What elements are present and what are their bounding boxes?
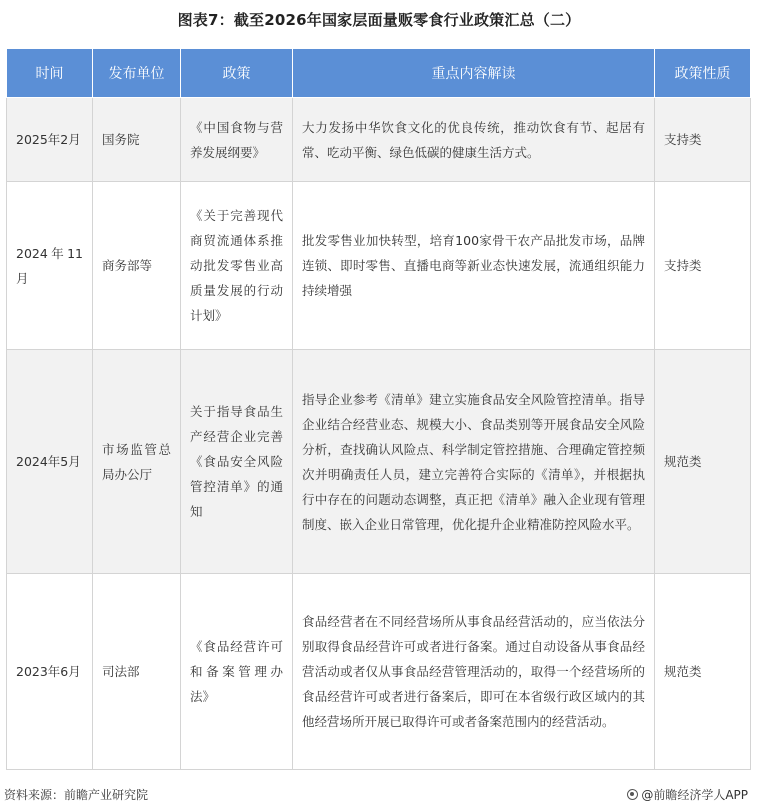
cell-issuer: 市场监管总局办公厅 <box>93 350 181 574</box>
cell-type: 支持类 <box>655 182 751 350</box>
cell-type: 规范类 <box>655 574 751 770</box>
table-row <box>7 98 751 182</box>
cell-policy: 《食品经营许可和备案管理办法》 <box>181 574 293 770</box>
brand-credit <box>627 786 748 803</box>
cell-policy: 《关于完善现代商贸流通体系推动批发零售业高质量发展的行动计划》 <box>181 182 293 350</box>
header-time: 时间 <box>7 49 93 98</box>
cell-issuer: 国务院 <box>93 98 181 182</box>
cell-type: 支持类 <box>655 98 751 182</box>
cell-issuer: 司法部 <box>93 574 181 770</box>
cell-time: 2023年6月 <box>7 574 93 770</box>
cell-content: 指导企业参考《清单》建立实施食品安全风险管控清单。指导企业结合经营业态、规模大小、食品类别等开展食品安全风险分析，查找确认风险点、科学制定管控措施、合理确定管控频次并明确责任人员，建立完善符合实际的《清单》，并根据执行中存在的问题动态调整，真正把《清单》融入企业现有管理制度、嵌入企业日常管理，优化提升企业精准防控风险水平。 <box>293 350 655 574</box>
cell-content: 批发零售业加快转型，培育100家骨干农产品批发市场，品牌连锁、即时零售、直播电商等新业态快速发展，流通组织能力持续增强 <box>293 182 655 350</box>
header-content: 重点内容解读 <box>293 49 655 98</box>
cell-time: 2025年2月 <box>7 98 93 182</box>
table-row <box>7 182 751 350</box>
table-row <box>7 574 751 770</box>
brand-text: @前瞻经济学人APP <box>641 788 748 802</box>
cell-policy: 《中国食物与营养发展纲要》 <box>181 98 293 182</box>
chart-title: 图表7：截至2026年国家层面量贩零食行业政策汇总（二） <box>177 11 581 29</box>
cell-content: 大力发扬中华饮食文化的优良传统，推动饮食有节、起居有常、吃动平衡、绿色低碳的健康生活方式。 <box>293 98 655 182</box>
source-note: 资料来源：前瞻产业研究院 <box>4 788 149 802</box>
table-row <box>7 350 751 574</box>
cell-type: 规范类 <box>655 350 751 574</box>
policy-table <box>6 48 751 770</box>
brand-logo-icon <box>627 789 638 800</box>
cell-time: 2024年5月 <box>7 350 93 574</box>
cell-policy: 关于指导食品生产经营企业完善《食品安全风险管控清单》的通知 <box>181 350 293 574</box>
cell-time: 2024年11月 <box>7 182 93 350</box>
header-issuer: 发布单位 <box>93 49 181 98</box>
header-policy: 政策 <box>181 49 293 98</box>
table-header-row <box>7 49 751 98</box>
header-type: 政策性质 <box>655 49 751 98</box>
cell-content: 食品经营者在不同经营场所从事食品经营活动的，应当依法分别取得食品经营许可或者进行备案。通过自动设备从事食品经营活动或者仅从事食品经营管理活动的，取得一个经营场所的食品经营许可或者进行备案后，即可在本省级行政区域内的其他经营场所开展已取得许可或者备案范围内的经营活动。 <box>293 574 655 770</box>
cell-issuer: 商务部等 <box>93 182 181 350</box>
